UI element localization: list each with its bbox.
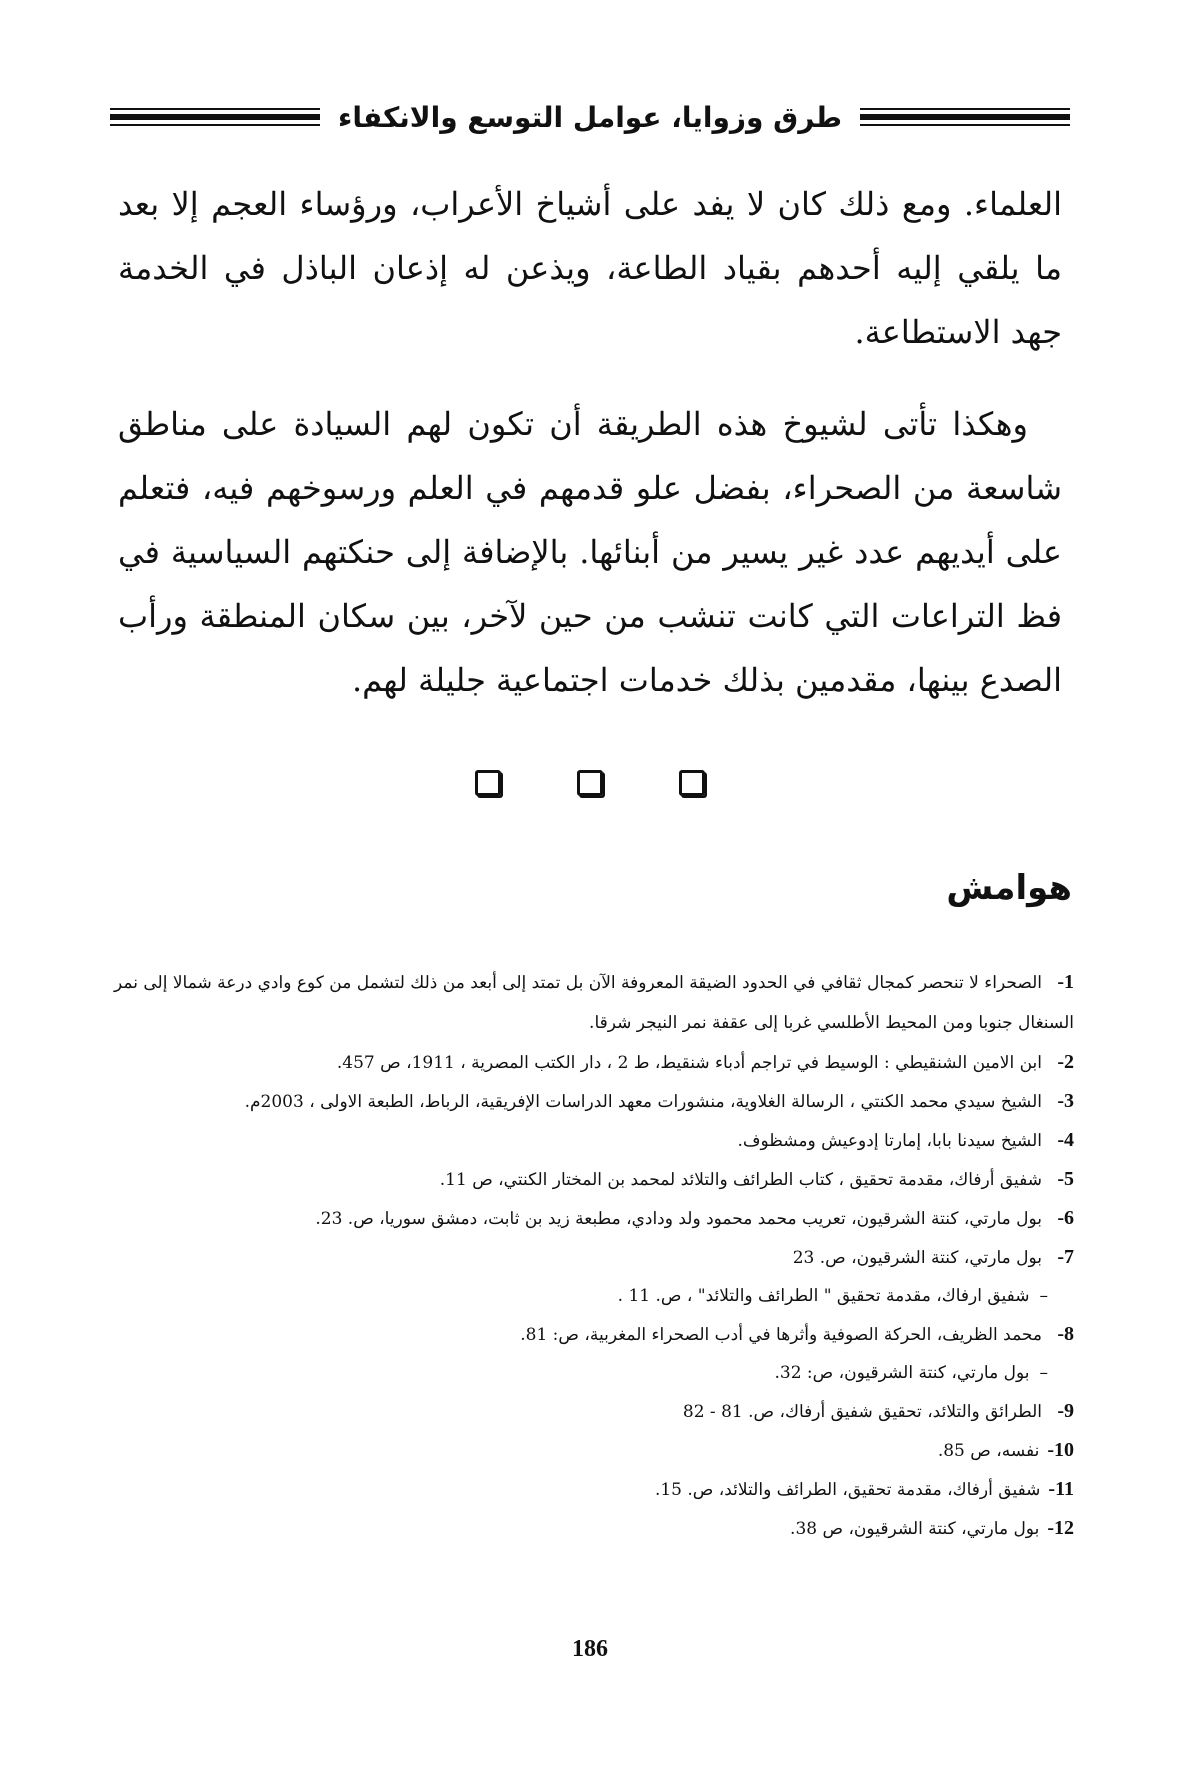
footnote-text: الشيخ سيدي محمد الكنتي ، الرسالة الغلاوية، منشورات معهد الدراسات الإفريقية، الرباط، الطبعة الاولى ، 2003م. [244,1092,1042,1112]
footnote-item [114,1315,1074,1354]
ornament-square-icon [679,770,705,796]
footnote-subitem [114,1354,1074,1392]
footnote-item [114,1238,1074,1277]
footnote-item [114,1199,1074,1238]
footnotes-list [114,962,1074,1548]
page-number: 186 [572,1636,608,1662]
footnote-item [114,1121,1074,1160]
footnote-item [114,1160,1074,1199]
footnote-text: بول مارتي، كنتة الشرقيون، ص. 23 [792,1248,1042,1268]
footnote-text: ابن الامين الشنقيطي : الوسيط في تراجم أدباء شنقيط، ط 2 ، دار الكتب المصرية ، 1911، ص 457. [336,1053,1042,1073]
footnote-dash: – [1039,1363,1048,1383]
footnote-item [114,1082,1074,1121]
footnote-dash: – [1039,1286,1048,1306]
footnote-number: 1- [1057,971,1074,993]
footnote-number: 2- [1057,1051,1074,1073]
footnote-number: 4- [1057,1129,1074,1151]
running-header [110,95,1070,139]
footnote-text: الصحراء لا تنحصر كمجال ثقافي في الحدود الضيقة المعروفة الآن بل تمتد إلى أبعد من ذلك لتشمل من كوع وادي درعة شمالا إلى نمر السنغال جنوبا ومن المحيط الأطلسي غربا إلى عقفة نمر النيجر شرقا. [114,973,1074,1033]
footnote-number: 12- [1047,1517,1074,1539]
body-paragraph: وهكذا تأتى لشيوخ هذه الطريقة أن تكون لهم السيادة على مناطق شاسعة من الصحراء، بفضل علو قدمهم في العلم ورسوخهم فيه، فتعلم على أيديهم عدد غير يسير من أبنائها. بالإضافة إلى حنكتهم السياسية في فظ التراعات التي كانت تنشب من حين لآخر، بين سكان المنطقة ورأب الصدع بينها، مقدمين بذلك خدمات اجتماعية جليلة لهم. [118,405,1062,699]
footnotes-heading: هوامش [946,868,1072,908]
footnote-number: 7- [1057,1246,1074,1268]
ornament-square-icon [577,770,603,796]
footnote-text: الشيخ سيدنا بابا، إمارتا إدوعيش ومشظوف. [737,1131,1042,1151]
footnote-number: 9- [1057,1400,1074,1422]
footnote-number: 11- [1048,1478,1074,1500]
footnote-number: 5- [1057,1168,1074,1190]
body-paragraph: العلماء. ومع ذلك كان لا يفد على أشياخ الأعراب، ورؤساء العجم إلا بعد ما يلقي إليه أحدهم بقياد الطاعة، ويذعن له إذعان الباذل في الخدمة جهد الاستطاعة. [118,185,1063,351]
section-ornament [0,770,1180,796]
footnote-text: شفيق أرفاك، مقدمة تحقيق ، كتاب الطرائف والتلائد لمحمد بن المختار الكنتي، ص 11. [439,1170,1042,1190]
footnote-text: الطرائق والتلائد، تحقيق شفيق أرفاك، ص. 81 - 82 [682,1402,1042,1422]
ornament-square-icon [475,770,501,796]
header-rule-left [110,108,320,126]
footnote-text: شفيق ارفاك، مقدمة تحقيق " الطرائف والتلائد" ، ص. 11 . [617,1286,1030,1306]
body-text [118,172,1062,712]
footnote-item [114,1509,1074,1548]
footnote-item [114,1431,1074,1470]
footnote-number: 3- [1057,1090,1074,1112]
footnote-text: نفسه، ص 85. [937,1441,1040,1461]
footnote-number: 6- [1057,1207,1074,1229]
running-header-title: طرق وزوايا، عوامل التوسع والانكفاء [338,100,842,134]
footnote-subitem [114,1277,1074,1315]
footnote-text: بول مارتي، كنتة الشرقيون، تعريب محمد محمود ولد ودادي، مطبعة زيد بن ثابت، دمشق سوريا، ص. 23. [315,1209,1042,1229]
footnote-text: شفيق أرفاك، مقدمة تحقيق، الطرائف والتلائد، ص. 15. [654,1480,1041,1500]
footnote-item [114,962,1074,1043]
footnote-text: محمد الظريف، الحركة الصوفية وأثرها في أدب الصحراء المغربية، ص: 81. [520,1325,1042,1345]
footnote-item [114,1392,1074,1431]
footnote-item [114,1043,1074,1082]
footnote-number: 8- [1057,1323,1074,1345]
footnote-number: 10- [1047,1439,1074,1461]
header-rule-right [860,108,1070,126]
footnote-text: بول مارتي، كنتة الشرقيون، ص 38. [790,1519,1040,1539]
footnote-item [114,1470,1074,1509]
footnote-text: بول مارتي، كنتة الشرقيون، ص: 32. [774,1363,1030,1383]
